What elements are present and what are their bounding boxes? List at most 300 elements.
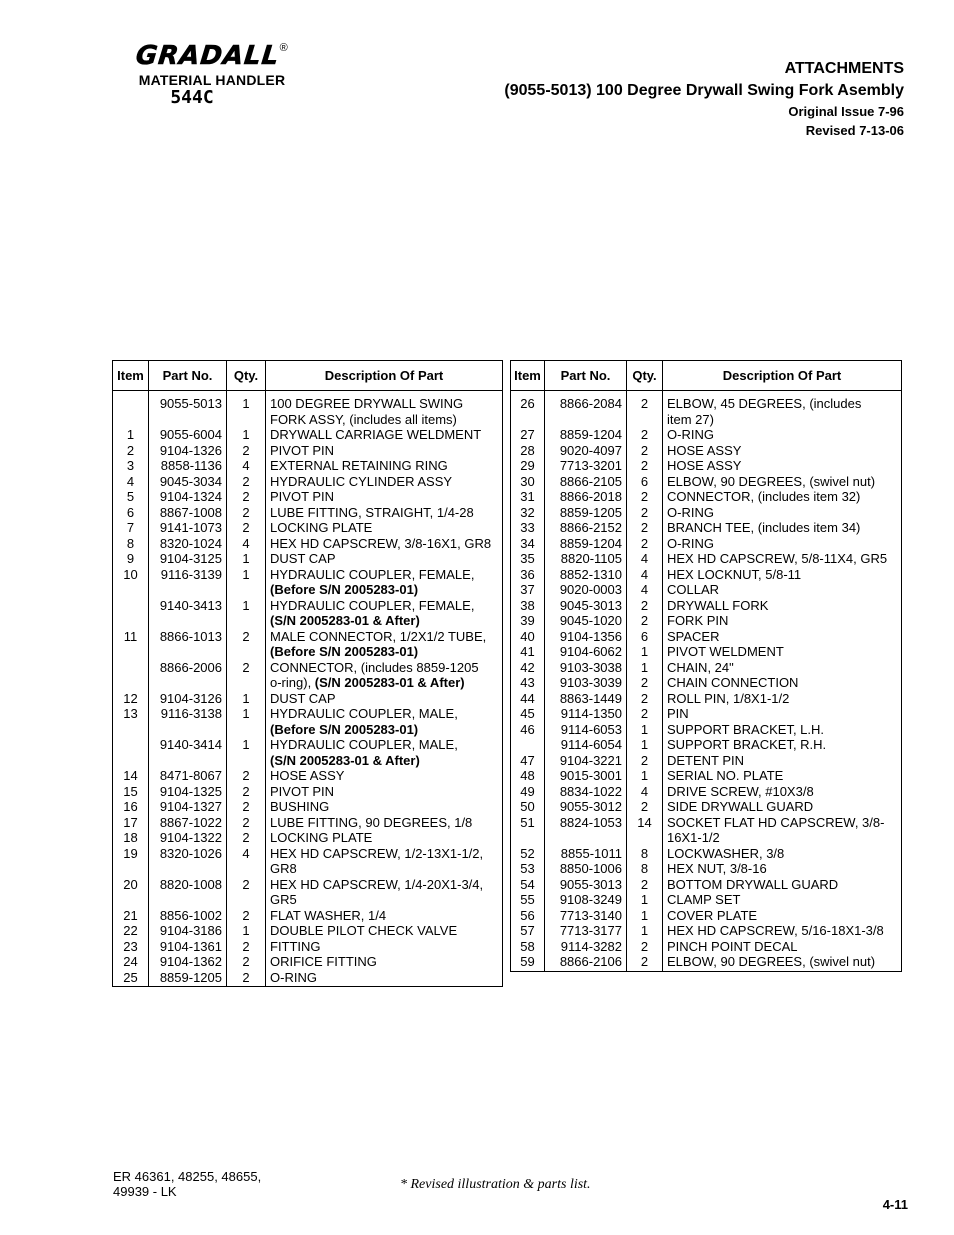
table-row bbox=[511, 505, 902, 521]
item-number: 4 bbox=[126, 473, 135, 489]
part-number: 8320-1026 bbox=[149, 846, 227, 877]
description-line bbox=[270, 691, 502, 707]
quantity: 1 bbox=[627, 908, 663, 924]
description-line bbox=[270, 660, 502, 676]
part-description bbox=[663, 489, 902, 505]
description-line bbox=[270, 458, 502, 474]
part-number: 8859-1205 bbox=[149, 970, 227, 987]
part-description bbox=[266, 691, 503, 707]
description-text: O-RING bbox=[270, 969, 317, 985]
description-text: HEX HD CAPSCREW, 5/8-11X4, GR5 bbox=[667, 551, 888, 566]
description-line bbox=[667, 892, 901, 908]
description-line bbox=[667, 939, 901, 955]
description-text: GR8 bbox=[270, 861, 297, 876]
part-description bbox=[266, 489, 503, 505]
item-number: 51 bbox=[520, 814, 535, 830]
table-row bbox=[511, 737, 902, 753]
description-text: ELBOW, 45 DEGREES, (includes bbox=[667, 396, 862, 411]
description-text: HYDRAULIC COUPLER, FEMALE, bbox=[270, 597, 475, 613]
part-description bbox=[663, 644, 902, 660]
part-number: 9103-3039 bbox=[545, 675, 627, 691]
gradall-logo bbox=[112, 42, 312, 108]
description-text: PIVOT WELDMENT bbox=[667, 644, 784, 659]
part-number: 9104-3186 bbox=[149, 923, 227, 939]
description-line bbox=[667, 954, 901, 970]
part-number: 8866-2006 bbox=[149, 660, 227, 691]
table-row bbox=[113, 551, 503, 567]
part-number: 9114-3282 bbox=[545, 939, 627, 955]
part-description bbox=[663, 582, 902, 598]
table-row bbox=[113, 489, 503, 505]
description-line bbox=[667, 412, 901, 428]
quantity: 6 bbox=[627, 629, 663, 645]
table-row bbox=[511, 443, 902, 459]
description-text: LUBE FITTING, 90 DEGREES, 1/8 bbox=[270, 814, 473, 830]
table-header-row bbox=[511, 361, 902, 391]
part-description bbox=[663, 768, 902, 784]
item-number: 10 bbox=[123, 566, 138, 582]
quantity: 2 bbox=[227, 815, 266, 831]
description-text: DUST CAP bbox=[270, 551, 336, 566]
part-number: 9104-3221 bbox=[545, 753, 627, 769]
description-line bbox=[667, 474, 901, 490]
description-line bbox=[270, 567, 502, 583]
parts-rows-right bbox=[511, 391, 902, 972]
part-number: 8834-1022 bbox=[545, 784, 627, 800]
item-number: 45 bbox=[520, 706, 535, 721]
part-description bbox=[266, 768, 503, 784]
header-qty: Qty. bbox=[227, 361, 266, 391]
description-line bbox=[667, 660, 901, 676]
table-row bbox=[113, 505, 503, 521]
table-row bbox=[113, 908, 503, 924]
quantity: 2 bbox=[227, 784, 266, 800]
item-number: 2 bbox=[126, 442, 135, 458]
table-row bbox=[113, 954, 503, 970]
table-row bbox=[511, 846, 902, 862]
table-row bbox=[113, 629, 503, 660]
description-line bbox=[667, 784, 901, 800]
description-line bbox=[667, 815, 901, 831]
table-row bbox=[113, 768, 503, 784]
description-text: O-RING bbox=[667, 535, 714, 551]
quantity: 2 bbox=[627, 536, 663, 552]
description-text: FORK ASSY, (includes all items) bbox=[270, 411, 457, 427]
description-text: FLAT WASHER, 1/4 bbox=[270, 907, 387, 923]
serial-range: (S/N 2005283-01 & After) bbox=[270, 752, 420, 768]
part-number: 8866-2105 bbox=[545, 474, 627, 490]
table-row bbox=[113, 691, 503, 707]
quantity: 2 bbox=[227, 629, 266, 660]
description-line bbox=[270, 846, 502, 862]
description-text: CONNECTOR, (includes 8859-1205 bbox=[270, 659, 479, 675]
description-text: o-ring), bbox=[270, 675, 315, 690]
table-row bbox=[113, 784, 503, 800]
quantity: 2 bbox=[227, 830, 266, 846]
item-number: 14 bbox=[123, 768, 138, 783]
description-text: HYDRAULIC COUPLER, FEMALE, bbox=[270, 566, 475, 582]
part-number: 9055-3013 bbox=[545, 877, 627, 893]
description-line bbox=[270, 598, 502, 614]
part-description bbox=[663, 737, 902, 753]
part-description bbox=[663, 706, 902, 722]
part-description bbox=[266, 551, 503, 567]
part-description bbox=[266, 908, 503, 924]
quantity: 1 bbox=[627, 737, 663, 753]
description-text: DRIVE SCREW, #10X3/8 bbox=[667, 783, 814, 799]
registered-mark: ® bbox=[279, 42, 288, 54]
quantity: 2 bbox=[227, 970, 266, 987]
quantity: 1 bbox=[627, 644, 663, 660]
table-row bbox=[511, 799, 902, 815]
description-text: DRYWALL CARRIAGE WELDMENT bbox=[270, 427, 482, 442]
part-description bbox=[266, 877, 503, 908]
quantity: 1 bbox=[227, 706, 266, 737]
description-line bbox=[667, 644, 901, 660]
description-line bbox=[270, 675, 502, 691]
description-line bbox=[270, 970, 502, 986]
description-text: HOSE ASSY bbox=[667, 458, 742, 473]
part-description bbox=[663, 458, 902, 474]
part-description bbox=[663, 691, 902, 707]
description-text: ORIFICE FITTING bbox=[270, 954, 377, 969]
table-row bbox=[511, 939, 902, 955]
description-text: SIDE DRYWALL GUARD bbox=[667, 799, 814, 814]
quantity: 2 bbox=[627, 954, 663, 971]
part-number: 9116-3139 bbox=[149, 567, 227, 598]
item-number bbox=[511, 737, 545, 753]
er-line-1: ER 46361, 48255, 48655, bbox=[113, 1169, 262, 1184]
quantity: 2 bbox=[227, 660, 266, 691]
part-description bbox=[663, 536, 902, 552]
description-text: SUPPORT BRACKET, L.H. bbox=[667, 721, 825, 737]
header-description: Description Of Part bbox=[266, 361, 503, 391]
item-number: 46 bbox=[520, 721, 535, 737]
serial-range: (S/N 2005283-01 & After) bbox=[314, 675, 465, 690]
item-number: 37 bbox=[520, 582, 535, 597]
part-description bbox=[266, 443, 503, 459]
description-text: PIVOT PIN bbox=[270, 489, 335, 504]
part-description bbox=[266, 830, 503, 846]
table-row bbox=[511, 474, 902, 490]
part-description bbox=[266, 939, 503, 955]
description-line bbox=[667, 505, 901, 521]
serial-range: (Before S/N 2005283-01) bbox=[270, 721, 419, 737]
description-line bbox=[667, 861, 901, 877]
part-number: 8320-1024 bbox=[149, 536, 227, 552]
description-text: item 27) bbox=[667, 411, 714, 427]
table-row bbox=[113, 443, 503, 459]
item-number: 48 bbox=[520, 768, 535, 783]
table-row bbox=[511, 520, 902, 536]
quantity: 2 bbox=[627, 939, 663, 955]
part-number: 8859-1205 bbox=[545, 505, 627, 521]
item-number: 29 bbox=[520, 458, 535, 473]
item-number: 27 bbox=[520, 427, 535, 442]
item-number: 19 bbox=[123, 845, 138, 861]
description-line bbox=[270, 520, 502, 536]
description-line bbox=[667, 396, 901, 412]
revised-date: Revised 7-13-06 bbox=[805, 123, 904, 138]
quantity: 4 bbox=[627, 551, 663, 567]
table-row bbox=[511, 861, 902, 877]
part-description bbox=[663, 892, 902, 908]
item-number: 47 bbox=[520, 752, 535, 768]
part-description bbox=[663, 815, 902, 846]
description-text: DETENT PIN bbox=[667, 752, 745, 768]
quantity: 2 bbox=[627, 458, 663, 474]
serial-range: (Before S/N 2005283-01) bbox=[270, 582, 419, 597]
description-line bbox=[270, 753, 502, 769]
item-number: 1 bbox=[126, 427, 135, 442]
table-row bbox=[511, 784, 902, 800]
description-text: HYDRAULIC COUPLER, MALE, bbox=[270, 706, 458, 721]
quantity: 1 bbox=[627, 722, 663, 738]
part-description bbox=[663, 391, 902, 428]
table-row bbox=[113, 939, 503, 955]
logo-subtitle: MATERIAL HANDLER bbox=[138, 72, 286, 88]
description-line bbox=[667, 768, 901, 784]
description-text: BRANCH TEE, (includes item 34) bbox=[667, 520, 861, 535]
description-line bbox=[270, 505, 502, 521]
item-number: 41 bbox=[520, 644, 535, 659]
description-line bbox=[270, 799, 502, 815]
part-description bbox=[663, 567, 902, 583]
part-description bbox=[266, 954, 503, 970]
quantity: 2 bbox=[627, 598, 663, 614]
part-number: 8866-2152 bbox=[545, 520, 627, 536]
item-number: 9 bbox=[126, 551, 135, 566]
description-line bbox=[270, 396, 502, 412]
description-line bbox=[667, 923, 901, 939]
description-line bbox=[270, 536, 502, 552]
item-number: 18 bbox=[123, 830, 138, 845]
item-number: 33 bbox=[520, 520, 535, 535]
part-description bbox=[266, 660, 503, 691]
item-number: 26 bbox=[520, 396, 535, 411]
page-title: (9055-5013) 100 Degree Drywall Swing Fork Asembly bbox=[504, 82, 904, 99]
part-number: 8866-2084 bbox=[545, 391, 627, 428]
quantity: 2 bbox=[227, 954, 266, 970]
item-number: 32 bbox=[520, 504, 535, 520]
part-number: 8850-1006 bbox=[545, 861, 627, 877]
quantity: 4 bbox=[627, 784, 663, 800]
table-row bbox=[113, 536, 503, 552]
revision-note: * Revised illustration & parts list. bbox=[400, 1177, 591, 1192]
description-line bbox=[667, 799, 901, 815]
part-number: 9104-3126 bbox=[149, 691, 227, 707]
table-row bbox=[511, 908, 902, 924]
item-number: 50 bbox=[520, 799, 535, 814]
item-number: 3 bbox=[126, 458, 135, 473]
quantity: 1 bbox=[227, 691, 266, 707]
description-line bbox=[667, 908, 901, 924]
description-line bbox=[667, 443, 901, 459]
part-number: 9055-6004 bbox=[149, 427, 227, 443]
item-number: 36 bbox=[520, 566, 535, 582]
item-number: 6 bbox=[126, 504, 135, 520]
quantity: 2 bbox=[227, 939, 266, 955]
part-number: 9104-1324 bbox=[149, 489, 227, 505]
description-line bbox=[270, 427, 502, 443]
description-text: HEX HD CAPSCREW, 3/8-16X1, GR8 bbox=[270, 535, 492, 551]
description-text: LOCKING PLATE bbox=[270, 520, 373, 535]
description-line bbox=[667, 629, 901, 645]
quantity: 4 bbox=[227, 536, 266, 552]
item-number: 44 bbox=[520, 690, 535, 706]
item-number: 7 bbox=[126, 520, 135, 535]
quantity: 4 bbox=[227, 458, 266, 474]
description-line bbox=[667, 706, 901, 722]
description-text: BUSHING bbox=[270, 799, 330, 814]
table-row bbox=[113, 474, 503, 490]
quantity: 2 bbox=[627, 753, 663, 769]
description-text: DUST CAP bbox=[270, 690, 336, 706]
item-number: 20 bbox=[123, 876, 138, 892]
description-text: ELBOW, 90 DEGREES, (swivel nut) bbox=[667, 473, 876, 489]
table-row bbox=[113, 737, 503, 768]
part-number: 8867-1008 bbox=[149, 505, 227, 521]
table-row bbox=[511, 768, 902, 784]
part-number: 9108-3249 bbox=[545, 892, 627, 908]
quantity: 2 bbox=[227, 799, 266, 815]
quantity: 1 bbox=[227, 551, 266, 567]
quantity: 6 bbox=[627, 474, 663, 490]
description-text: PIVOT PIN bbox=[270, 783, 335, 799]
description-line bbox=[270, 892, 502, 908]
part-description bbox=[266, 970, 503, 987]
quantity: 2 bbox=[227, 520, 266, 536]
part-description bbox=[663, 427, 902, 443]
part-description bbox=[266, 846, 503, 877]
quantity: 2 bbox=[627, 443, 663, 459]
part-description bbox=[663, 443, 902, 459]
part-number: 8471-8067 bbox=[149, 768, 227, 784]
part-number: 8863-1449 bbox=[545, 691, 627, 707]
description-text: COLLAR bbox=[667, 582, 720, 597]
serial-range: (S/N 2005283-01 & After) bbox=[270, 613, 420, 628]
description-text: O-RING bbox=[667, 427, 714, 442]
part-number: 9045-3013 bbox=[545, 598, 627, 614]
description-line bbox=[667, 520, 901, 536]
item-number: 31 bbox=[520, 489, 535, 504]
part-number: 9045-1020 bbox=[545, 613, 627, 629]
part-number: 8820-1008 bbox=[149, 877, 227, 908]
item-number: 57 bbox=[520, 923, 535, 938]
table-row bbox=[113, 706, 503, 737]
item-number: 5 bbox=[126, 489, 135, 504]
quantity: 1 bbox=[627, 923, 663, 939]
table-row bbox=[511, 629, 902, 645]
part-number: 9104-1327 bbox=[149, 799, 227, 815]
quantity: 4 bbox=[227, 846, 266, 877]
part-number: 9055-3012 bbox=[545, 799, 627, 815]
part-description bbox=[266, 799, 503, 815]
part-description bbox=[266, 505, 503, 521]
description-text: ELBOW, 90 DEGREES, (swivel nut) bbox=[667, 954, 876, 969]
part-number: 8866-1013 bbox=[149, 629, 227, 660]
description-text: 100 DEGREE DRYWALL SWING bbox=[270, 396, 464, 411]
description-text: HEX HD CAPSCREW, 1/2-13X1-1/2, bbox=[270, 845, 484, 861]
table-row bbox=[113, 391, 503, 428]
table-row bbox=[511, 892, 902, 908]
description-line bbox=[667, 830, 901, 846]
part-number: 9055-5013 bbox=[149, 391, 227, 428]
table-row bbox=[511, 598, 902, 614]
part-description bbox=[663, 846, 902, 862]
description-line bbox=[667, 567, 901, 583]
quantity: 2 bbox=[627, 520, 663, 536]
part-description bbox=[266, 815, 503, 831]
description-text: PINCH POINT DECAL bbox=[667, 938, 798, 954]
item-number: 24 bbox=[123, 954, 138, 969]
part-number: 8858-1136 bbox=[149, 458, 227, 474]
logo-model: 544C bbox=[170, 87, 214, 108]
item-number: 55 bbox=[520, 892, 535, 907]
item-number: 43 bbox=[520, 675, 535, 690]
description-line bbox=[270, 644, 502, 660]
section-title: ATTACHMENTS bbox=[784, 60, 904, 77]
description-line bbox=[270, 908, 502, 924]
part-number: 8824-1053 bbox=[545, 815, 627, 846]
table-row bbox=[113, 877, 503, 908]
part-number: 9140-3414 bbox=[149, 737, 227, 768]
serial-range: (Before S/N 2005283-01) bbox=[270, 644, 419, 659]
part-description bbox=[266, 391, 503, 428]
description-line bbox=[270, 629, 502, 645]
description-line bbox=[667, 737, 901, 753]
part-description bbox=[266, 520, 503, 536]
description-text: ROLL PIN, 1/8X1-1/2 bbox=[667, 690, 790, 706]
part-description bbox=[663, 753, 902, 769]
quantity: 8 bbox=[627, 846, 663, 862]
header-part-no: Part No. bbox=[149, 361, 227, 391]
description-text: HYDRAULIC COUPLER, MALE, bbox=[270, 737, 458, 752]
page-header bbox=[504, 58, 904, 140]
description-line bbox=[667, 613, 901, 629]
quantity: 2 bbox=[627, 391, 663, 428]
quantity: 1 bbox=[227, 923, 266, 939]
part-description bbox=[266, 598, 503, 629]
quantity: 1 bbox=[227, 737, 266, 768]
quantity: 1 bbox=[627, 660, 663, 676]
part-number: 9104-1362 bbox=[149, 954, 227, 970]
description-line bbox=[270, 830, 502, 846]
item-number: 15 bbox=[123, 783, 138, 799]
description-text: O-RING bbox=[667, 504, 714, 520]
table-row bbox=[511, 675, 902, 691]
description-text: CONNECTOR, (includes item 32) bbox=[667, 489, 861, 504]
quantity: 8 bbox=[627, 861, 663, 877]
description-line bbox=[270, 706, 502, 722]
part-description bbox=[663, 474, 902, 490]
table-row bbox=[511, 536, 902, 552]
description-line bbox=[270, 784, 502, 800]
item-number bbox=[113, 391, 149, 428]
part-description bbox=[663, 613, 902, 629]
part-description bbox=[266, 474, 503, 490]
quantity: 2 bbox=[627, 489, 663, 505]
part-description bbox=[663, 877, 902, 893]
description-line bbox=[667, 551, 901, 567]
description-line bbox=[270, 861, 502, 877]
item-number: 38 bbox=[520, 597, 535, 613]
table-row bbox=[511, 489, 902, 505]
quantity: 1 bbox=[227, 427, 266, 443]
item-number: 25 bbox=[123, 969, 138, 985]
header-item: Item bbox=[511, 361, 545, 391]
description-text: HOSE ASSY bbox=[667, 442, 742, 458]
